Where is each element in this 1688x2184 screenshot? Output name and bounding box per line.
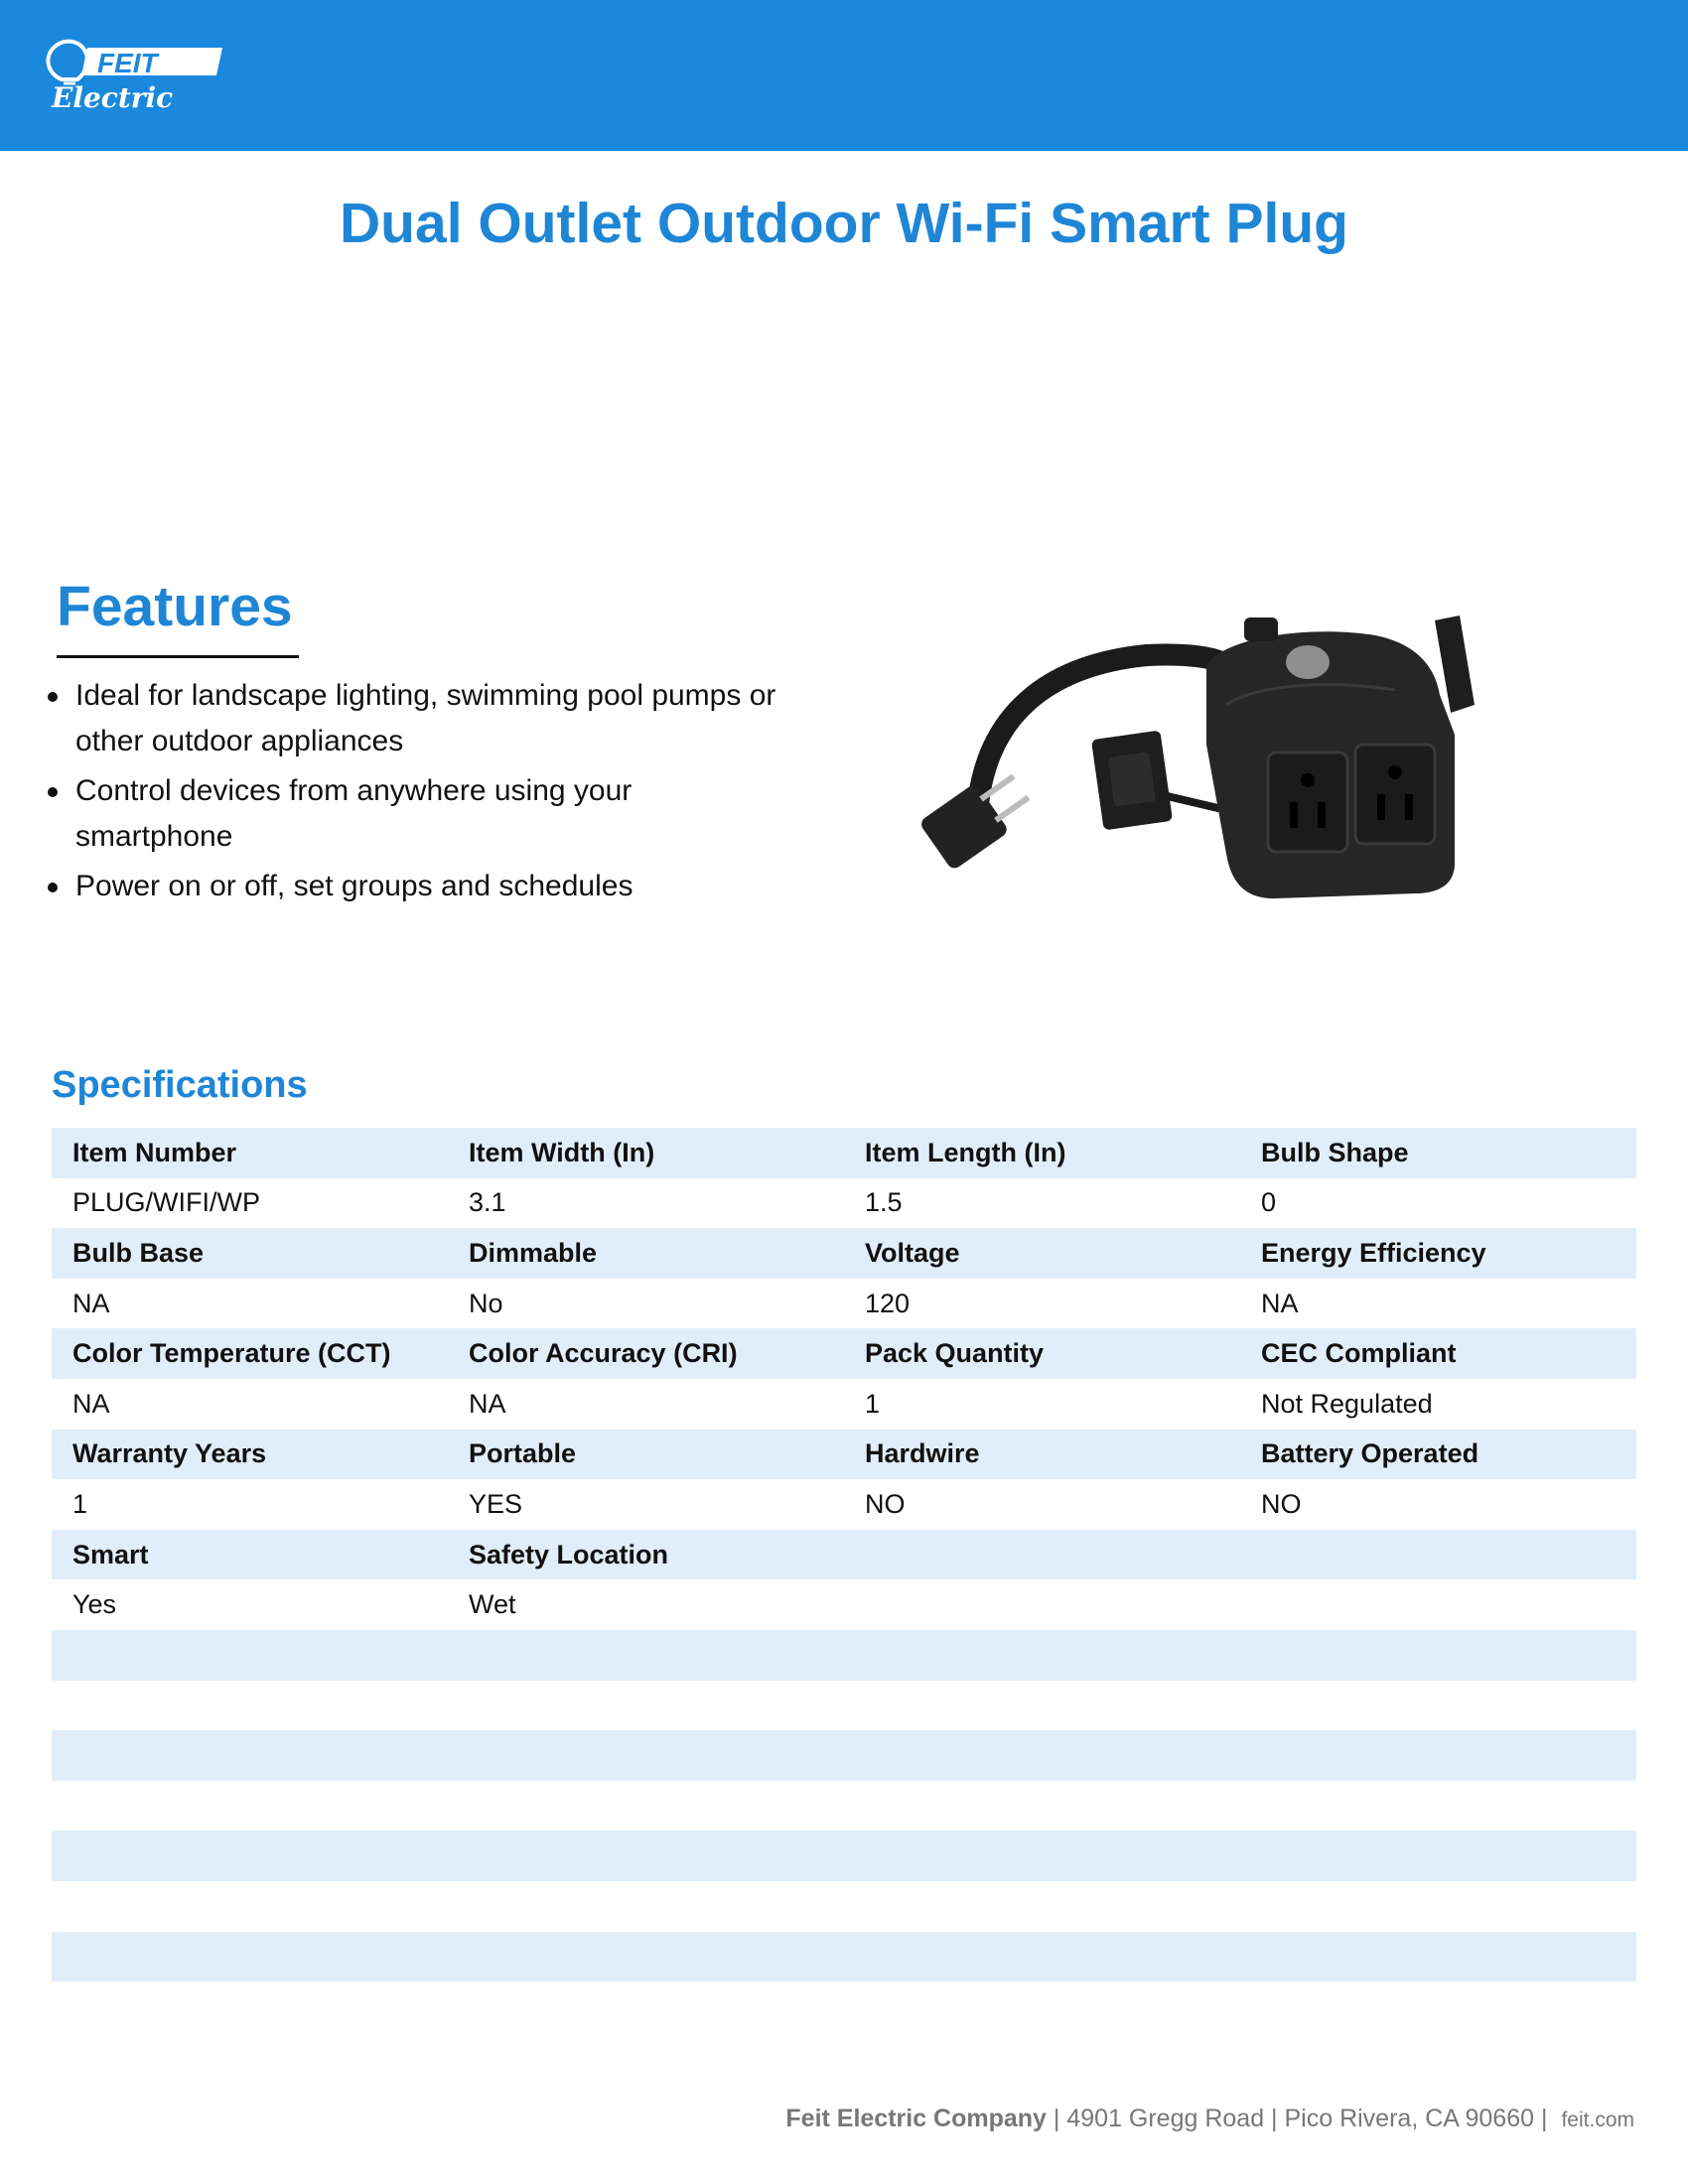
specifications-heading: Specifications bbox=[52, 1064, 308, 1106]
spec-label: Item Length (In) bbox=[865, 1137, 1066, 1167]
spec-value-row bbox=[52, 1279, 1636, 1329]
spec-label: Energy Efficiency bbox=[1261, 1237, 1486, 1268]
empty-table-row bbox=[52, 1681, 1636, 1731]
spec-label: Hardwire bbox=[865, 1438, 980, 1469]
product-title: Dual Outlet Outdoor Wi-Fi Smart Plug bbox=[340, 192, 1348, 255]
spec-value-row bbox=[52, 1178, 1636, 1229]
spec-label-row bbox=[52, 1430, 1636, 1480]
spec-value: 0 bbox=[1261, 1187, 1277, 1218]
spec-value: Not Regulated bbox=[1261, 1388, 1433, 1419]
footer-company: Feit Electric Company bbox=[785, 2105, 1047, 2132]
svg-text:Electric: Electric bbox=[52, 81, 174, 114]
spec-value-row bbox=[52, 1579, 1636, 1630]
spec-label: Portable bbox=[469, 1438, 577, 1469]
footer-website-link[interactable]: feit.com bbox=[1561, 2109, 1634, 2131]
spec-value: NO bbox=[1261, 1488, 1302, 1519]
features-heading: Features bbox=[57, 575, 293, 638]
spec-label: Voltage bbox=[865, 1237, 960, 1268]
bullet-icon bbox=[48, 883, 58, 892]
spec-value: 1 bbox=[865, 1388, 881, 1419]
empty-table-row bbox=[52, 1781, 1636, 1832]
feit-electric-logo[interactable] bbox=[38, 36, 226, 115]
spec-label: CEC Compliant bbox=[1261, 1338, 1457, 1369]
spec-value: NA bbox=[469, 1388, 506, 1419]
spec-value: 1.5 bbox=[865, 1187, 903, 1218]
bullet-icon bbox=[48, 787, 58, 797]
footer-address: | 4901 Gregg Road | Pico Rivera, CA 90660 | bbox=[1046, 2105, 1548, 2132]
spec-value: No bbox=[469, 1288, 503, 1318]
product-photo bbox=[899, 596, 1554, 913]
empty-table-row bbox=[52, 1630, 1636, 1681]
spec-value-row bbox=[52, 1479, 1636, 1530]
spec-value: NO bbox=[865, 1488, 906, 1519]
spec-label-row bbox=[52, 1530, 1636, 1580]
spec-value: 1 bbox=[72, 1488, 88, 1519]
empty-table-row bbox=[52, 1730, 1636, 1781]
spec-label-row bbox=[52, 1328, 1636, 1379]
features-list bbox=[40, 673, 794, 913]
spec-label: Warranty Years bbox=[72, 1438, 267, 1469]
spec-value: NA bbox=[72, 1388, 110, 1419]
spec-label: Safety Location bbox=[469, 1539, 669, 1570]
empty-table-row bbox=[52, 1881, 1636, 1932]
header-bar bbox=[0, 0, 1688, 151]
empty-table-row bbox=[52, 1831, 1636, 1881]
lightbulb-logo-icon bbox=[38, 36, 226, 115]
spec-label: Item Width (In) bbox=[469, 1137, 655, 1167]
spec-value: Yes bbox=[72, 1589, 117, 1620]
specifications-table bbox=[52, 1128, 1636, 1981]
spec-value: Wet bbox=[469, 1589, 516, 1620]
empty-table-row bbox=[52, 1932, 1636, 1982]
bullet-icon bbox=[48, 692, 58, 702]
feature-item: Power on or off, set groups and schedules bbox=[40, 864, 794, 909]
feature-item: Control devices from anywhere using your smartphone bbox=[40, 768, 794, 860]
svg-text:FEIT: FEIT bbox=[97, 48, 158, 78]
features-underline bbox=[57, 655, 299, 658]
spec-label: Battery Operated bbox=[1261, 1438, 1479, 1469]
spec-label-row bbox=[52, 1228, 1636, 1279]
smart-plug-image bbox=[899, 596, 1554, 913]
spec-label-row bbox=[52, 1128, 1636, 1178]
spec-value-row bbox=[52, 1379, 1636, 1430]
spec-label: Bulb Base bbox=[72, 1237, 205, 1268]
spec-value: NA bbox=[72, 1288, 110, 1318]
spec-label: Dimmable bbox=[469, 1237, 598, 1268]
spec-value: 3.1 bbox=[469, 1187, 506, 1218]
spec-label: Color Accuracy (CRI) bbox=[469, 1338, 738, 1369]
spec-label: Smart bbox=[72, 1539, 149, 1570]
spec-label: Item Number bbox=[72, 1137, 237, 1167]
spec-label: Pack Quantity bbox=[865, 1338, 1045, 1369]
feature-item: Ideal for landscape lighting, swimming pool pumps or other outdoor appliances bbox=[40, 673, 794, 764]
spec-label: Color Temperature (CCT) bbox=[72, 1338, 391, 1369]
spec-value: YES bbox=[469, 1488, 523, 1519]
spec-value: NA bbox=[1261, 1288, 1299, 1318]
spec-value: 120 bbox=[865, 1288, 911, 1318]
item-number-link[interactable]: PLUG/WIFI/WP bbox=[72, 1187, 260, 1218]
footer bbox=[785, 2105, 1634, 2133]
spec-label: Bulb Shape bbox=[1261, 1137, 1409, 1167]
